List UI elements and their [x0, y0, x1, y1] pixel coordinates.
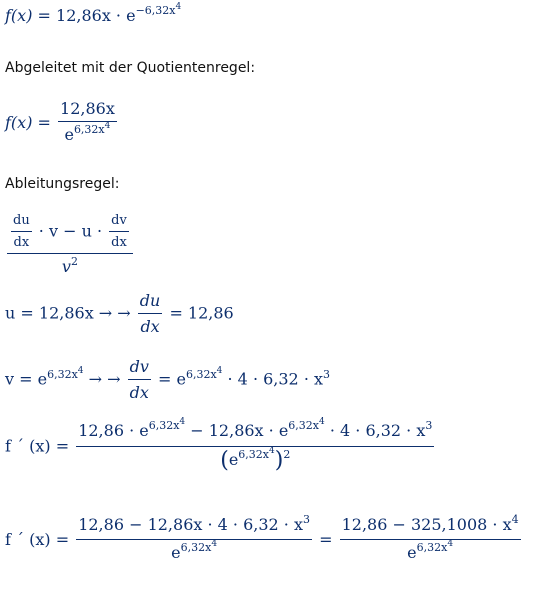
f-fraction — [58, 100, 117, 147]
fprime2-numerator-1 — [76, 513, 312, 540]
rule-den-pow: 2 — [70, 255, 78, 268]
fprime1-lhs: f ´ (x) = — [5, 436, 70, 456]
quotient-rule-text: Abgeleitet mit der Quotientenregel: — [5, 60, 256, 76]
rule-numerator — [7, 214, 133, 254]
fprime2-num1: 12,86 − 12,86x · 4 · 6,32 · x — [78, 515, 303, 534]
v-arrows: → → — [88, 369, 121, 389]
close-paren: ) — [274, 447, 284, 473]
f-frac-den-base: e — [64, 125, 74, 144]
fprime1-num-exp2: 6,32x — [288, 419, 319, 432]
rule-dx2: dx — [111, 235, 127, 250]
fprime2-num2: 12,86 − 325,1008 · x — [341, 515, 512, 534]
fprime1-num-c: · 4 · 6,32 · x — [329, 421, 426, 440]
fprime2-den2-exp: 6,32x — [416, 541, 448, 554]
v-lhs: v = e — [5, 369, 48, 389]
v-exp2: 6,32x — [185, 367, 217, 381]
v-pow2: 4 — [216, 365, 223, 376]
fprime1-num-pow3: 3 — [425, 419, 433, 432]
f-frac-den-pow: 4 — [104, 121, 111, 131]
fprime2-denominator-2 — [405, 540, 455, 565]
fprime2-den1-base: e — [171, 543, 181, 562]
fprime1-num-a: 12,86 · e — [78, 421, 149, 440]
fprime1-fraction — [76, 417, 434, 473]
f-frac-den-exp: 6,32x — [73, 123, 105, 136]
fprime2-den1-exp: 6,32x — [180, 541, 212, 554]
v-tail-pow: 3 — [323, 367, 331, 381]
f-prime-line-2 — [5, 513, 523, 565]
u-fraction — [138, 292, 163, 336]
f-frac-lhs: f(x) = — [5, 113, 51, 132]
fprime2-denominator-1 — [169, 540, 219, 565]
fprime1-den-pow: 4 — [268, 446, 275, 456]
u-num: du — [138, 292, 163, 314]
quotient-rule-formula — [5, 214, 135, 278]
rule-dv-dx — [109, 214, 129, 250]
fprime2-num1-pow: 3 — [303, 513, 310, 526]
f-def-exp-pow: 4 — [175, 2, 182, 12]
fprime1-denominator — [218, 447, 292, 472]
v-pow: 4 — [77, 365, 84, 376]
fprime2-fraction-1 — [76, 513, 312, 565]
v-tail: · 4 · 6,32 · x — [227, 369, 324, 389]
f-def-rhs-base: 12,86x · e — [56, 6, 136, 25]
fprime2-den2-base: e — [407, 543, 417, 562]
function-definition — [5, 2, 182, 25]
fprime1-den-base: e — [228, 450, 239, 469]
rule-du: du — [11, 214, 32, 232]
rule-dv: dv — [109, 214, 129, 232]
fprime1-numerator — [76, 417, 434, 447]
rule-mid: · v − u · — [38, 221, 103, 241]
rule-du-dx — [11, 214, 32, 250]
f-prime-line-1 — [5, 417, 436, 473]
function-fraction — [5, 100, 119, 147]
u-den: dx — [140, 317, 160, 336]
v-eq: = e — [158, 369, 186, 389]
fprime2-den2-pow: 4 — [447, 539, 454, 549]
v-fraction — [128, 358, 151, 402]
f-frac-denominator — [62, 122, 112, 147]
fprime1-den-exp: 6,32x — [238, 448, 269, 461]
v-num: dv — [128, 358, 151, 380]
f-frac-numerator: 12,86x — [58, 100, 117, 122]
fprime2-num2-pow: 4 — [511, 513, 519, 526]
fprime2-lhs: f ´ (x) = — [5, 530, 70, 549]
u-arrow: → — [117, 303, 131, 323]
u-lhs: u = 12,86x → — [5, 303, 113, 323]
rule-denominator — [60, 254, 80, 278]
fprime1-num-exp1: 6,32x — [148, 419, 180, 432]
f-def-exp: −6,32x — [135, 4, 176, 17]
fprime1-num-b: − 12,86x · e — [190, 421, 289, 440]
fprime1-num-pow2: 4 — [319, 417, 325, 427]
f-def-lhs: f(x) = — [5, 6, 51, 25]
fprime1-den-outer: 2 — [283, 448, 291, 461]
v-exp: 6,32x — [47, 367, 78, 381]
rule-den-base: v — [61, 257, 71, 276]
rule-fraction — [7, 214, 133, 278]
rule-dx: dx — [13, 235, 30, 250]
fprime2-fraction-2 — [340, 513, 521, 565]
u-derivative-line — [5, 292, 234, 336]
v-den: dx — [129, 383, 149, 402]
derivative-rule-text: Ableitungsregel: — [5, 176, 120, 192]
v-derivative-line — [5, 358, 330, 402]
fprime2-numerator-2 — [340, 513, 521, 540]
fprime2-eq: = — [319, 530, 333, 549]
u-rhs: = 12,86 — [169, 303, 234, 323]
fprime1-num-pow1: 4 — [179, 417, 186, 427]
fprime2-den1-pow: 4 — [211, 539, 218, 549]
open-paren: ( — [220, 447, 229, 473]
